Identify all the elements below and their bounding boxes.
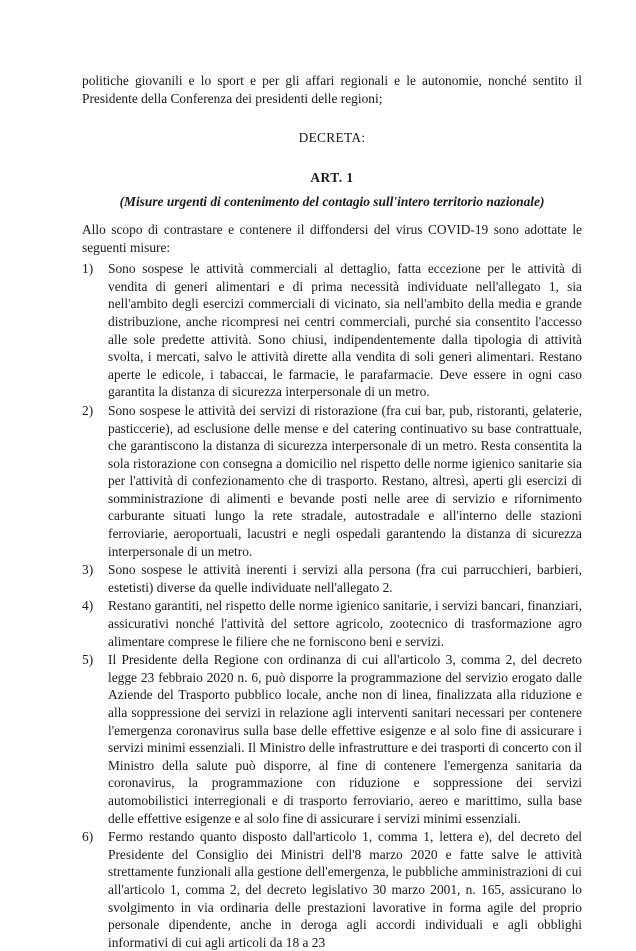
measure-number: 6): [82, 829, 94, 845]
measure-item: [82, 651, 582, 827]
measure-text: Fermo restando quanto disposto dall'articolo 1, comma 1, lettera e), del decreto del Presidente del Consiglio dei Ministri dell'8 marzo 2020 e fatte salve le attività strettamente funzionali alla gestione dell'emergenza, le pubbliche amministrazioni di cui all'articolo 1, comma 2, del decreto legislativo 30 marzo 2001, n. 165, assicurano lo svolgimento in via ordinaria delle prestazioni lavorative in forma agile del proprio personale dipendente, anche in deroga agli accordi individuali e agli obblighi informativi di cui agli articoli da 18 a 23: [108, 829, 582, 950]
measure-item: [82, 260, 582, 401]
measure-item: [82, 402, 582, 560]
measure-text: Sono sospese le attività dei servizi di ristorazione (fra cui bar, pub, ristoranti, gelaterie, pasticcerie), ad esclusione delle mense e del catering continuativo su base contrattuale, che garantiscono la distanza di sicurezza interpersonale di un metro. Resta consentita la sola ristorazione con consegna a domicilio nel rispetto delle norme igienico sanitarie sia per l'attività di confezionamento che di trasporto. Restano, altresì, aperti gli esercizi di somministrazione di alimenti e bevande posti nelle aree di servizio e rifornimento carburante situati lungo la rete stradale, autostradale e all'interno delle stazioni ferroviarie, aeroportuali, lacustri e negli ospedali garantendo la distanza di sicurezza interpersonale di un metro.: [108, 402, 582, 559]
intro-paragraph: Allo scopo di contrastare e contenere il diffondersi del virus COVID-19 sono adottate le seguenti misure:: [82, 221, 582, 255]
measure-item: [82, 561, 582, 596]
measure-number: 4): [82, 598, 94, 614]
measure-item: [82, 597, 582, 650]
measure-number: 2): [82, 402, 94, 418]
measure-text: Sono sospese le attività commerciali al dettaglio, fatta eccezione per le attività di vendita di generi alimentari e di prima necessità individuate nell'allegato 1, sia nell'ambito degli esercizi commerciali di vicinato, sia nell'ambito della media e grande distribuzione, anche ricompresi nei centri commerciali, purché sia consentito l'accesso alle sole predette attività. Sono chiusi, indipendentemente dalla tipologia di attività svolta, i mercati, salvo le attività dirette alla vendita di soli generi alimentari. Restano aperte le edicole, i tabaccai, le farmacie, le parafarmacie. Deve essere in ogni caso garantita la distanza di sicurezza interpersonale di un metro.: [108, 261, 582, 400]
measure-text: Sono sospese le attività inerenti i servizi alla persona (fra cui parrucchieri, barbieri, estetisti) diverse da quelle individuate nell'allegato 2.: [108, 562, 582, 595]
measure-number: 1): [82, 261, 94, 277]
measure-number: 3): [82, 562, 94, 578]
article-subtitle: (Misure urgenti di contenimento del contagio sull'intero territorio nazionale): [119, 194, 545, 210]
measure-number: 5): [82, 652, 94, 668]
measure-item: [82, 828, 582, 951]
measure-text: Il Presidente della Regione con ordinanza di cui all'articolo 3, comma 2, del decreto legge 23 febbraio 2020 n. 6, può disporre la programmazione del servizio erogato dalle Aziende del Trasporto pubblico locale, anche non di linea, finalizzata alla riduzione e alla soppressione dei servizi in relazione agli interventi sanitari necessari per contenere l'emergenza coronavirus sulla base delle effettive esigenze e al solo fine di assicurare i servizi minimi essenziali. Il Ministro delle infrastrutture e dei trasporti di concerto con il Ministro della salute può disporre, al fine di contenere l'emergenza sanitaria da coronavirus, la programmazione con riduzione e soppressione dei servizi automobilistici interregionali e di trasporto ferroviario, aereo e marittimo, sulla base delle effettive esigenze e al solo fine di assicurare i servizi minimi essenziali.: [108, 652, 582, 826]
article-title: ART. 1: [310, 169, 354, 185]
decree-heading: DECRETA:: [298, 130, 366, 146]
preamble-paragraph: politiche giovanili e lo sport e per gli affari regionali e le autonomie, nonché sentito il Presidente della Conferenza dei presidenti delle regioni;: [82, 73, 582, 106]
measures-list: [82, 260, 582, 951]
measure-text: Restano garantiti, nel rispetto delle norme igienico sanitarie, i servizi bancari, finanziari, assicurativi nonché l'attività del settore agricolo, zootecnico di trasformazione agro alimentare comprese le filiere che ne forniscono beni e servizi.: [108, 598, 582, 649]
